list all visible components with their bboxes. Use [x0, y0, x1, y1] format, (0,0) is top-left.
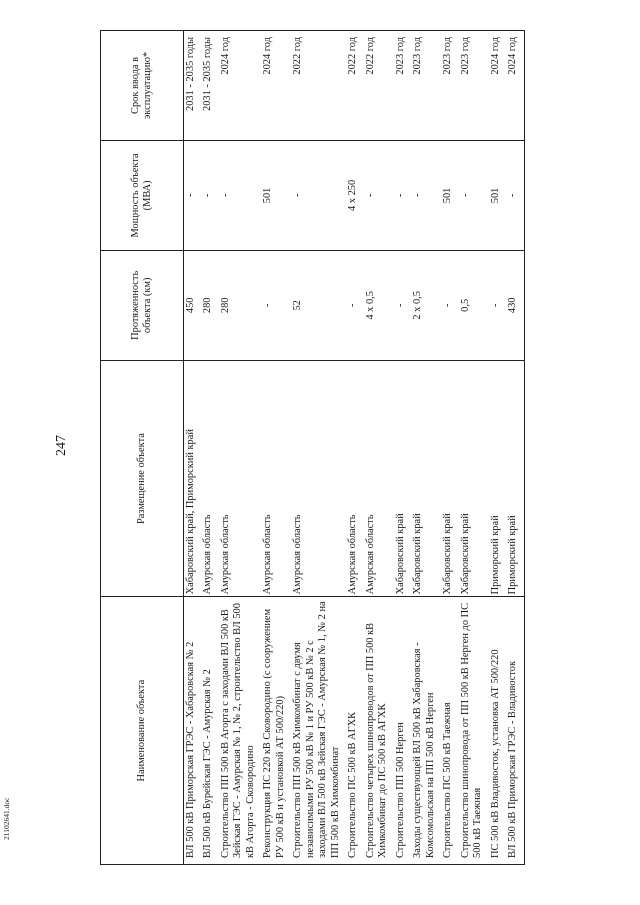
cell-length: 0,5 — [459, 250, 489, 360]
cell-date: 2023 год — [394, 31, 411, 141]
cell-name: ВЛ 500 кВ Приморская ГРЭС - Хабаровская № 2 — [184, 597, 202, 865]
cell-date: 2023 год — [441, 31, 458, 141]
cell-location: Хабаровский край — [394, 360, 411, 597]
cell-location: Хабаровский край — [411, 360, 441, 597]
table-row — [441, 31, 458, 865]
cell-location: Приморский край — [489, 360, 506, 597]
cell-power: - — [506, 140, 524, 250]
cell-name: Строительство ПС 500 кВ АГХК — [346, 597, 363, 865]
header-name: Наименование объекта — [101, 597, 184, 865]
cell-power: - — [411, 140, 441, 250]
cell-date: 2031 - 2035 годы — [184, 31, 202, 141]
cell-length: 4 х 0,5 — [364, 250, 394, 360]
cell-name: ВЛ 500 кВ Бурейская ГЭС - Амурская № 2 — [201, 597, 218, 865]
cell-location: Амурская область — [219, 360, 261, 597]
table-row — [219, 31, 261, 865]
cell-location: Амурская область — [261, 360, 291, 597]
cell-location: Приморский край — [506, 360, 524, 597]
cell-name: Строительство четырех шинопроводов от ПП 500 кВ Химкомбинат до ПС 500 кВ АГХК — [364, 597, 394, 865]
header-power: Мощность объекта (МВА) — [101, 140, 184, 250]
cell-name: Строительство ПС 500 кВ Таежная — [441, 597, 458, 865]
cell-location: Хабаровский край — [441, 360, 458, 597]
cell-name: Реконструкция ПС 220 кВ Сковородино (с сооружением РУ 500 кВ и установкой АТ 500/220) — [261, 597, 291, 865]
cell-power: - — [184, 140, 202, 250]
table-row — [506, 31, 524, 865]
cell-name: ПС 500 кВ Владивосток, установка АТ 500/220 — [489, 597, 506, 865]
cell-power: - — [364, 140, 394, 250]
cell-length: 430 — [506, 250, 524, 360]
table-row — [346, 31, 363, 865]
table-row — [489, 31, 506, 865]
cell-power: - — [201, 140, 218, 250]
header-length: Протяженность объекта (км) — [101, 250, 184, 360]
cell-power: - — [219, 140, 261, 250]
cell-length: - — [394, 250, 411, 360]
header-location: Размещение объекта — [101, 360, 184, 597]
cell-length: 450 — [184, 250, 202, 360]
cell-length: - — [441, 250, 458, 360]
cell-date: 2024 год — [489, 31, 506, 141]
cell-date: 2022 год — [364, 31, 394, 141]
cell-location: Амурская область — [291, 360, 346, 597]
cell-length: 280 — [201, 250, 218, 360]
cell-date: 2023 год — [411, 31, 441, 141]
cell-name: Строительство ПП 500 кВ Агорта с заходами ВЛ 500 кВ Зейская ГЭС - Амурская № 1, № 2, строительство ВЛ 500 кВ Агорта - Сковородино — [219, 597, 261, 865]
table-row — [261, 31, 291, 865]
table-body — [184, 31, 525, 865]
cell-date: 2024 год — [219, 31, 261, 141]
cell-name: Строительство ПП 500 кВ Химкомбинат с двумя независимыми РУ 500 кВ № 1 и РУ 500 кВ № 2 с заходами ВЛ 500 кВ Зейская ГЭС - Амурская № 1, № 2 на ПП 500 кВ Химкомбинат — [291, 597, 346, 865]
cell-location: Амурская область — [346, 360, 363, 597]
table-header-row — [101, 31, 184, 865]
cell-length: 280 — [219, 250, 261, 360]
cell-power: 501 — [489, 140, 506, 250]
table-row — [184, 31, 202, 865]
cell-location: Хабаровский край, Приморский край — [184, 360, 202, 597]
rotated-page — [100, 30, 570, 865]
header-date: Срок ввода в эксплуатацию* — [101, 31, 184, 141]
cell-power: - — [291, 140, 346, 250]
cell-date: 2022 год — [346, 31, 363, 141]
cell-date: 2023 год — [459, 31, 489, 141]
table-row — [201, 31, 218, 865]
cell-power: - — [394, 140, 411, 250]
cell-date: 2024 год — [261, 31, 291, 141]
cell-date: 2022 год — [291, 31, 346, 141]
table-row — [459, 31, 489, 865]
cell-power: - — [459, 140, 489, 250]
page-number: 247 — [54, 435, 69, 456]
cell-location: Амурская область — [364, 360, 394, 597]
cell-power: 4 х 250 — [346, 140, 363, 250]
cell-date: 2024 год — [506, 31, 524, 141]
table-row — [411, 31, 441, 865]
cell-name: Заходы существующей ВЛ 500 кВ Хабаровская - Комсомольская на ПП 500 кВ Нерген — [411, 597, 441, 865]
cell-length: - — [346, 250, 363, 360]
table-row — [364, 31, 394, 865]
document-id: 21102641.doc — [2, 797, 11, 840]
table-row — [291, 31, 346, 865]
cell-power: 501 — [261, 140, 291, 250]
cell-name: Строительство ПП 500 Нерген — [394, 597, 411, 865]
cell-location: Хабаровский край — [459, 360, 489, 597]
cell-power: 501 — [441, 140, 458, 250]
cell-length: 2 х 0,5 — [411, 250, 441, 360]
cell-name: Строительство шинопровода от ПП 500 кВ Нерген до ПС 500 кВ Таежная — [459, 597, 489, 865]
cell-name: ВЛ 500 кВ Приморская ГРЭС - Владивосток — [506, 597, 524, 865]
cell-date: 2031 - 2035 годы — [201, 31, 218, 141]
cell-length: 52 — [291, 250, 346, 360]
objects-table — [100, 30, 525, 865]
cell-location: Амурская область — [201, 360, 218, 597]
cell-length: - — [261, 250, 291, 360]
cell-length: - — [489, 250, 506, 360]
table-row — [394, 31, 411, 865]
